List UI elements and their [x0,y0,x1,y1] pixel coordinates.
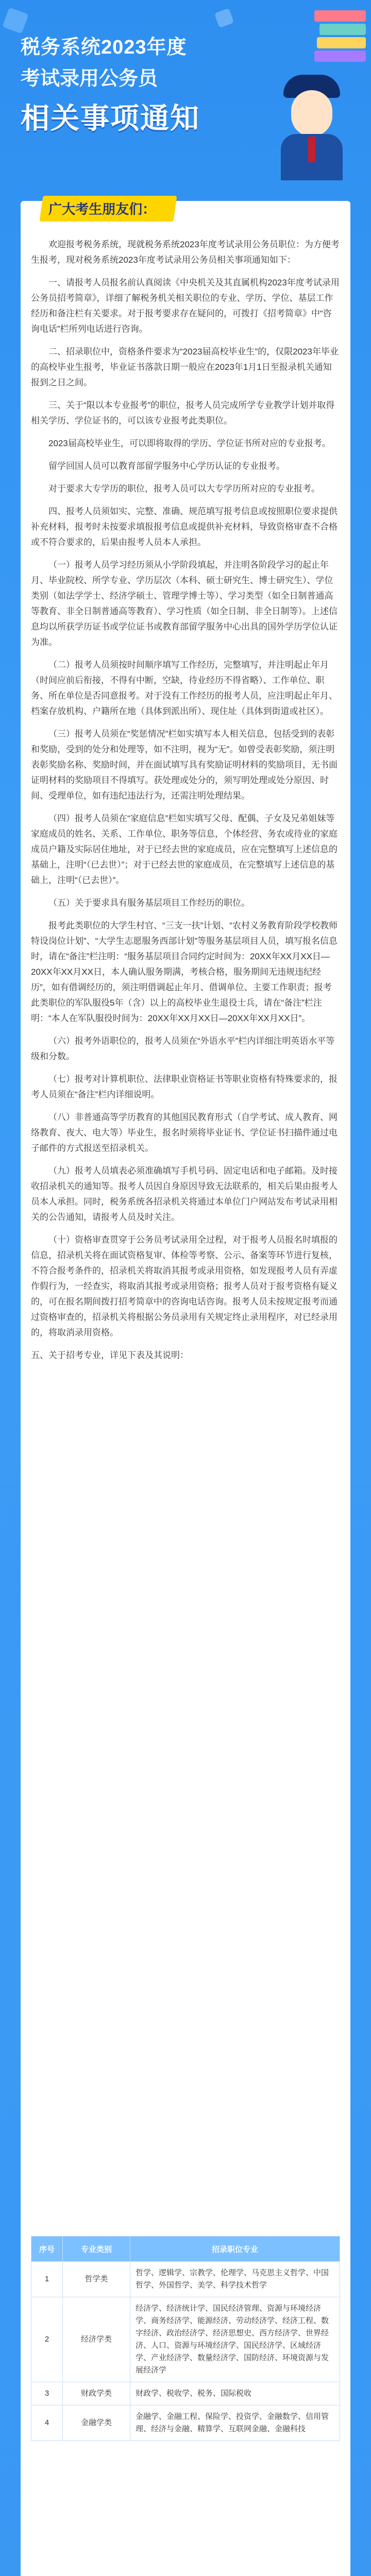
table-row [31,2405,340,2441]
paragraph: （九）报考人员填表必须准确填写手机号码、固定电话和电子邮箱。及时接收招录机关的通知等。报考人员因自身原因导致无法联系的，相关后果由报考人员本人承担。同时，税务系统各招录机关将通过本单位门户网站发布考试录用相关的公告通知，请报考人员及时关注。 [31,1166,338,1222]
paragraph: 四、报考人员须如实、完整、准确、规范填写报考信息或按照职位要求提供补充材料，报考时未按要求填报报考信息或提供补充材料，导致资格审查不合格或不符合要求的，后果由报考人员本人承担。 [31,506,338,547]
major-table [31,2236,340,2441]
table-cell: 2 [31,2297,63,2382]
officer-illustration [268,62,356,180]
greeting-badge [39,196,177,222]
paragraph: （六）报考外语职位的，报考人员须在“外语水平”栏内详细注明英语水平等级和分数。 [31,1036,335,1061]
paragraph: 对于要求大专学历的职位，报考人员可以大专学历所对应的专业报考。 [48,484,320,494]
table-cell: 经济学、经济统计学、国民经济管理、资源与环境经济学、商务经济学、能源经济、劳动经济学、经济工程、数字经济、政治经济学、经济思想史、西方经济学、世界经济、人口、资源与环境经济学、国民经济学、区域经济学、产业经济学、数量经济学、国防经济、环境资源与发展经济学 [130,2297,340,2382]
table-cell: 3 [31,2382,63,2405]
officer-face-icon [291,90,332,137]
paragraph: （八）非普通高等学历教育的其他国民教育形式（自学考试、成人教育、网络教育、夜大、电大等）毕业生，报名时须将毕业证书、学位证书扫描件通过电子邮件的方式报送至招录机关。 [31,1112,338,1153]
greeting-text: 广大考生朋友们： [48,201,156,217]
paragraph: （五）关于要求具有服务基层项目工作经历的职位。 [48,898,250,908]
table-header-cell: 招录职位专业 [130,2236,340,2262]
table-cell: 经济学类 [63,2297,130,2382]
paragraph: 五、关于招考专业，详见下表及其说明： [31,1350,189,1360]
paragraph: 报考此类职位的大学生村官、“三支一扶”计划、“农村义务教育阶段学校教师特设岗位计划”、“大学生志愿服务西部计划”等服务基层项目人员，填写报名信息时，请在“备注”栏注明：“服务基层项目合同约定时间为：20XX年XX月XX日—20XX年XX月XX日，本人确认服务期满，考核合格，服务期间无违规违纪经历”，如有借调经历的，须注明借调起止年月、借调单位、主要工作职责；报考此类职位的军队服役5年（含）以上的高校毕业生退役士兵，请在“备注”栏注明：“本人在军队服役时间为：20XX年XX月XX日—20XX年XX月XX日”。 [31,921,338,1023]
table-cell: 哲学类 [63,2262,130,2297]
paragraph: 三、关于“限以本专业报考”的职位，报考人员完成所学专业教学计划并取得相关学历、学位证书的，可以该专业报考此类职位。 [31,400,335,426]
paragraph: （一）报考人员学习经历须从小学阶段填起，并注明各阶段学习的起止年月、毕业院校、所学专业、学历层次（本科、硕士研究生、博士研究生）、学位类别（如法学学士、经济学硕士、管理学博士等）、学习类型（如全日制普通高等教育、非全日制普通高等教育）、学习性质（如全日制、非全日制等）。上述信息均以所获学历证书或学位证书或教育部留学服务中心出具的国外学历学位认证为准。 [31,560,338,647]
table-cell: 财政学类 [63,2382,130,2405]
hero-title [21,31,200,137]
table-cell: 金融学、金融工程、保险学、投资学、金融数学、信用管理、经济与金融、精算学、互联网金融、金融科技 [130,2405,340,2441]
book-icon [314,50,366,62]
paragraph: （四）报考人员须在“家庭信息”栏如实填写父母、配偶、子女及兄弟姐妹等家庭成员的姓名、关系、工作单位、职务等信息，个体经营、务农或待业的家庭成员户籍及实际居住地址，对于已经去世的家庭成员，应在完整填写上述信息的基础上，注明“（已去世）”；对于已经去世的家庭成员，在完整填写上述信息的基础上，注明“（已去世）”。 [31,814,338,885]
paragraph: 欢迎报考税务系统，现就税务系统2023年度考试录用公务员职位：为方便考生报考，现对税务系统2023年度考试录用公务员相关事项通知如下： [31,240,340,265]
book-icon [314,10,366,22]
paragraph: 留学回国人员可以教育部留学服务中心学历认证的专业报考。 [48,461,285,471]
hero-line-2: 考试录用公务员 [21,68,158,90]
table-row [31,2382,340,2405]
table-header-cell: 序号 [31,2236,63,2262]
book-icon [317,37,366,48]
paragraph: （三）报考人员须在“奖惩情况”栏如实填写本人相关信息，包括受到的表彰和奖励，受到的处分和处理等，如不注明，视为“无”。如曾受表彰奖励，须注明表彰奖励名称、奖励时间，并在面试填写具有奖励证明材料的奖励项目，无书面证明材料的奖励项目不得填写。获处理或处分的，须写明处理或处分原因、时间、受理单位，如有违纪违法行为，还需注明处理结果。 [31,729,338,801]
hero-line-3: 相关事项通知 [21,102,200,134]
decor-cube-icon [214,8,234,28]
table-cell: 哲学、逻辑学、宗教学、伦理学、马克思主义哲学、中国哲学、外国哲学、美学、科学技术哲学 [130,2262,340,2297]
notice-body [31,237,340,1370]
officer-tie-icon [308,137,315,162]
hero-line-1: 税务系统2023年度 [21,37,187,58]
paragraph: （七）报考对计算机职位、法律职业资格证书等职业资格有特殊要求的，报考人员须在“备注”栏内详细说明。 [31,1074,338,1099]
table-header-row [31,2236,340,2262]
paragraph: 二、招录职位中，资格条件要求为“2023届高校毕业生”的，仅限2023年毕业的高校毕业生报考，毕业证书落款日期一般应在2023年1月1日至报录机关通知报到之日之间。 [31,347,339,387]
table-header-cell: 专业类别 [63,2236,130,2262]
paragraph: （十）资格审查贯穿于公务员考试录用全过程，对于报考人员报名时填报的信息，招录机关将在面试资格复审、体检等考察、公示、备案等环节进行复核，不符合报考条件的，招录机关将取消其报考或录用资格，如发现报考人员有弄虚作假行为，一经查实，将取消其报考或录用资格；报考人员对于报考资格有疑义的，可在报名期间拨打招考简章中的咨询电话咨询。报考人员未按规定报考而通过资格审查的，招录机关将根据公务员录用有关规定终止录用程序，对已经录用的，将取消录用资格。 [31,1235,338,1337]
book-icon [319,24,366,35]
table-row [31,2297,340,2382]
table-cell: 金融学类 [63,2405,130,2441]
table-cell: 财政学、税收学、税务、国际税收 [130,2382,340,2405]
table-row [31,2262,340,2297]
paragraph: 2023届高校毕业生，可以即将取得的学历、学位证书所对应的专业报考。 [48,438,331,448]
header-banner [0,0,371,185]
paragraph: 一、请报考人员报名前认真阅读《中央机关及其直属机构2023年度考试录用公务员招考简章》，详细了解税务机关相关职位的专业、学历、学位、基层工作经历和备注栏有关要求。对于报考要求存在疑问的，可拨打《招考简章》中“咨询电话”栏所列电话进行咨询。 [31,278,340,334]
paragraph: （二）报考人员须按时间顺序填写工作经历，完整填写，并注明起止年月（时间应前后衔接，不得有中断，空缺，待业经历不得省略）、工作单位、职务、所在单位是否同意报考。对于没有工作经历的报考人员，应注明起止年月、档案存放机构、户籍所在地（具体到派出所）、现住址（具体到街道或社区）。 [31,660,338,716]
decor-cube-icon [2,7,28,33]
table-cell: 1 [31,2262,63,2297]
table-cell: 4 [31,2405,63,2441]
